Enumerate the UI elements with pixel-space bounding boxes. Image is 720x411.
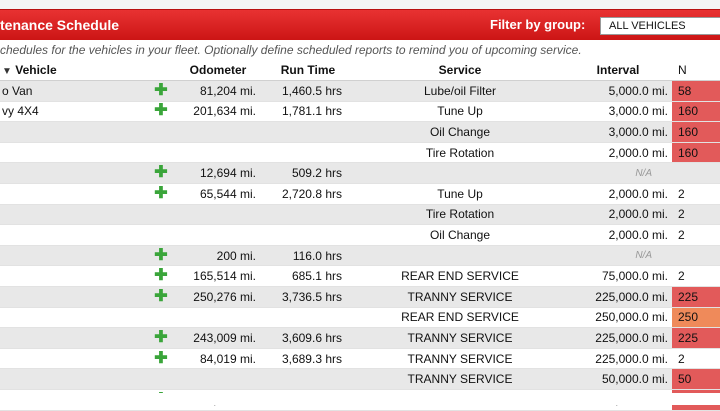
- odometer-cell: [180, 122, 264, 143]
- service-cell[interactable]: Tire Rotation: [352, 142, 568, 163]
- odometer-cell: 201,634 mi.: [180, 101, 264, 122]
- service-cell[interactable]: TRANNY SERVICE: [352, 328, 568, 349]
- add-service-cell: [142, 286, 180, 307]
- add-service-cell: [142, 307, 180, 328]
- service-cell[interactable]: Tire Rotation: [352, 204, 568, 225]
- interval-cell: 3,000.0 mi.: [568, 101, 672, 122]
- interval-cell: 225,000.0 mi.: [568, 348, 672, 369]
- add-service-cell: [142, 204, 180, 225]
- service-cell[interactable]: Lube/oil Filter: [352, 81, 568, 102]
- next-due-cell: 160: [672, 142, 720, 163]
- table-row[interactable]: [0, 286, 720, 307]
- odometer-cell: 165,514 mi.: [180, 266, 264, 287]
- service-cell[interactable]: TRANNY SERVICE: [352, 286, 568, 307]
- table-row[interactable]: [0, 348, 720, 369]
- column-header-run-time[interactable]: Run Time: [264, 60, 352, 81]
- vehicle-cell[interactable]: [0, 245, 142, 266]
- add-icon[interactable]: ✚: [154, 267, 168, 285]
- vehicle-cell[interactable]: o Van: [0, 81, 142, 102]
- column-header-vehicle[interactable]: [0, 60, 142, 81]
- add-service-cell: [142, 122, 180, 143]
- vehicle-cell[interactable]: [0, 369, 142, 390]
- vehicle-cell[interactable]: [0, 183, 142, 204]
- next-due-cell: [672, 163, 720, 184]
- odometer-cell: [180, 204, 264, 225]
- next-due-cell: 225: [672, 286, 720, 307]
- next-due-cell: 160: [672, 122, 720, 143]
- vehicle-cell[interactable]: [0, 163, 142, 184]
- interval-cell: 50,000.0 mi.: [568, 369, 672, 390]
- page-description: chedules for the vehicles in your fleet. Optionally define scheduled reports to remind you of upcoming service.: [0, 41, 720, 60]
- filter-label: Filter by group:: [490, 17, 586, 32]
- next-due-cell: 2: [672, 204, 720, 225]
- odometer-cell: [180, 142, 264, 163]
- column-header-interval[interactable]: Interval: [568, 60, 672, 81]
- odometer-cell: [180, 307, 264, 328]
- run-time-cell: [264, 122, 352, 143]
- interval-cell: 2,000.0 mi.: [568, 225, 672, 246]
- table-row[interactable]: [0, 122, 720, 143]
- odometer-cell: 12,694 mi.: [180, 163, 264, 184]
- run-time-cell: 3,736.5 hrs: [264, 286, 352, 307]
- vehicle-cell[interactable]: [0, 286, 142, 307]
- run-time-cell: 116.0 hrs: [264, 245, 352, 266]
- next-due-cell: 160: [672, 101, 720, 122]
- page-title: tenance Schedule: [0, 17, 120, 33]
- column-header-add: [142, 60, 180, 81]
- service-cell[interactable]: REAR END SERVICE: [352, 266, 568, 287]
- add-service-cell: [142, 101, 180, 122]
- odometer-cell: 81,204 mi.: [180, 81, 264, 102]
- sort-arrow-icon: ▼: [2, 66, 12, 77]
- add-service-cell: [142, 225, 180, 246]
- run-time-cell: [264, 369, 352, 390]
- service-cell[interactable]: REAR END SERVICE: [352, 307, 568, 328]
- run-time-cell: [264, 307, 352, 328]
- add-icon[interactable]: ✚: [154, 246, 168, 264]
- table-row[interactable]: [0, 307, 720, 328]
- run-time-cell: 1,781.1 hrs: [264, 101, 352, 122]
- interval-cell: 2,000.0 mi.: [568, 183, 672, 204]
- interval-cell: N/A: [568, 245, 672, 266]
- vehicle-cell[interactable]: [0, 204, 142, 225]
- odometer-cell: 250,276 mi.: [180, 286, 264, 307]
- vehicle-cell[interactable]: [0, 266, 142, 287]
- column-label-vehicle: Vehicle: [15, 63, 57, 77]
- run-time-cell: 3,609.6 hrs: [264, 328, 352, 349]
- add-service-cell: [142, 183, 180, 204]
- service-cell[interactable]: Tune Up: [352, 101, 568, 122]
- table-row[interactable]: [0, 142, 720, 163]
- table-row[interactable]: [0, 369, 720, 390]
- service-cell[interactable]: Oil Change: [352, 122, 568, 143]
- service-cell[interactable]: TRANNY SERVICE: [352, 369, 568, 390]
- add-icon[interactable]: ✚: [154, 184, 168, 202]
- next-due-cell: 2: [672, 266, 720, 287]
- add-icon[interactable]: ✚: [154, 328, 168, 346]
- add-icon[interactable]: ✚: [154, 81, 168, 99]
- odometer-cell: [180, 369, 264, 390]
- interval-cell: 225,000.0 mi.: [568, 286, 672, 307]
- interval-cell: 2,000.0 mi.: [568, 142, 672, 163]
- interval-cell: 75,000.0 mi.: [568, 266, 672, 287]
- table-row[interactable]: [0, 183, 720, 204]
- interval-cell: 5,000.0 mi.: [568, 81, 672, 102]
- odometer-cell: [180, 225, 264, 246]
- group-filter-select[interactable]: ALL VEHICLES: [600, 17, 720, 35]
- run-time-cell: [264, 142, 352, 163]
- next-due-cell: 225: [672, 328, 720, 349]
- add-icon[interactable]: ✚: [154, 349, 168, 367]
- next-due-cell: 2: [672, 183, 720, 204]
- service-cell[interactable]: [352, 163, 568, 184]
- run-time-cell: 685.1 hrs: [264, 266, 352, 287]
- next-due-cell: 2: [672, 225, 720, 246]
- interval-cell: N/A: [568, 163, 672, 184]
- table-row[interactable]: [0, 163, 720, 184]
- run-time-cell: [264, 225, 352, 246]
- next-due-cell: 50: [672, 369, 720, 390]
- vehicle-cell[interactable]: vy 4X4: [0, 101, 142, 122]
- table-row[interactable]: [0, 225, 720, 246]
- maintenance-table: [0, 60, 720, 411]
- add-icon[interactable]: ✚: [154, 287, 168, 305]
- odometer-cell: 65,544 mi.: [180, 183, 264, 204]
- vehicle-cell[interactable]: [0, 142, 142, 163]
- service-cell[interactable]: [352, 245, 568, 266]
- run-time-cell: [264, 204, 352, 225]
- vehicle-cell[interactable]: [0, 328, 142, 349]
- bottom-spacer: [0, 393, 720, 405]
- add-service-cell: [142, 245, 180, 266]
- odometer-cell: 200 mi.: [180, 245, 264, 266]
- vehicle-cell[interactable]: [0, 122, 142, 143]
- column-header-service[interactable]: Service: [352, 60, 568, 81]
- table-row[interactable]: [0, 245, 720, 266]
- column-header-odometer[interactable]: Odometer: [180, 60, 264, 81]
- run-time-cell: 2,720.8 hrs: [264, 183, 352, 204]
- table-header-row: [0, 60, 720, 81]
- add-service-cell: [142, 348, 180, 369]
- vehicle-cell[interactable]: [0, 348, 142, 369]
- top-strip: [0, 0, 720, 9]
- run-time-cell: 3,689.3 hrs: [264, 348, 352, 369]
- add-icon[interactable]: ✚: [154, 164, 168, 182]
- interval-cell: 225,000.0 mi.: [568, 328, 672, 349]
- add-icon[interactable]: ✚: [154, 102, 168, 120]
- table-row[interactable]: [0, 101, 720, 122]
- odometer-cell: 84,019 mi.: [180, 348, 264, 369]
- table-row[interactable]: [0, 81, 720, 102]
- next-due-cell: [672, 245, 720, 266]
- add-service-cell: [142, 328, 180, 349]
- interval-cell: 2,000.0 mi.: [568, 204, 672, 225]
- table-row[interactable]: [0, 328, 720, 349]
- add-service-cell: [142, 142, 180, 163]
- run-time-cell: 1,460.5 hrs: [264, 81, 352, 102]
- add-service-cell: [142, 163, 180, 184]
- interval-cell: 3,000.0 mi.: [568, 122, 672, 143]
- interval-cell: 250,000.0 mi.: [568, 307, 672, 328]
- vehicle-cell[interactable]: [0, 307, 142, 328]
- table-body: [0, 81, 720, 411]
- service-cell[interactable]: Oil Change: [352, 225, 568, 246]
- header-bar: [0, 9, 720, 40]
- service-cell[interactable]: TRANNY SERVICE: [352, 348, 568, 369]
- odometer-cell: 243,009 mi.: [180, 328, 264, 349]
- next-due-cell: 58: [672, 81, 720, 102]
- run-time-cell: 509.2 hrs: [264, 163, 352, 184]
- add-service-cell: [142, 81, 180, 102]
- next-due-cell: 250: [672, 307, 720, 328]
- table-row[interactable]: [0, 266, 720, 287]
- next-due-cell: 2: [672, 348, 720, 369]
- column-header-next-due[interactable]: N: [672, 60, 720, 81]
- add-service-cell: [142, 266, 180, 287]
- table-row[interactable]: [0, 204, 720, 225]
- vehicle-cell[interactable]: [0, 225, 142, 246]
- service-cell[interactable]: Tune Up: [352, 183, 568, 204]
- add-service-cell: [142, 369, 180, 390]
